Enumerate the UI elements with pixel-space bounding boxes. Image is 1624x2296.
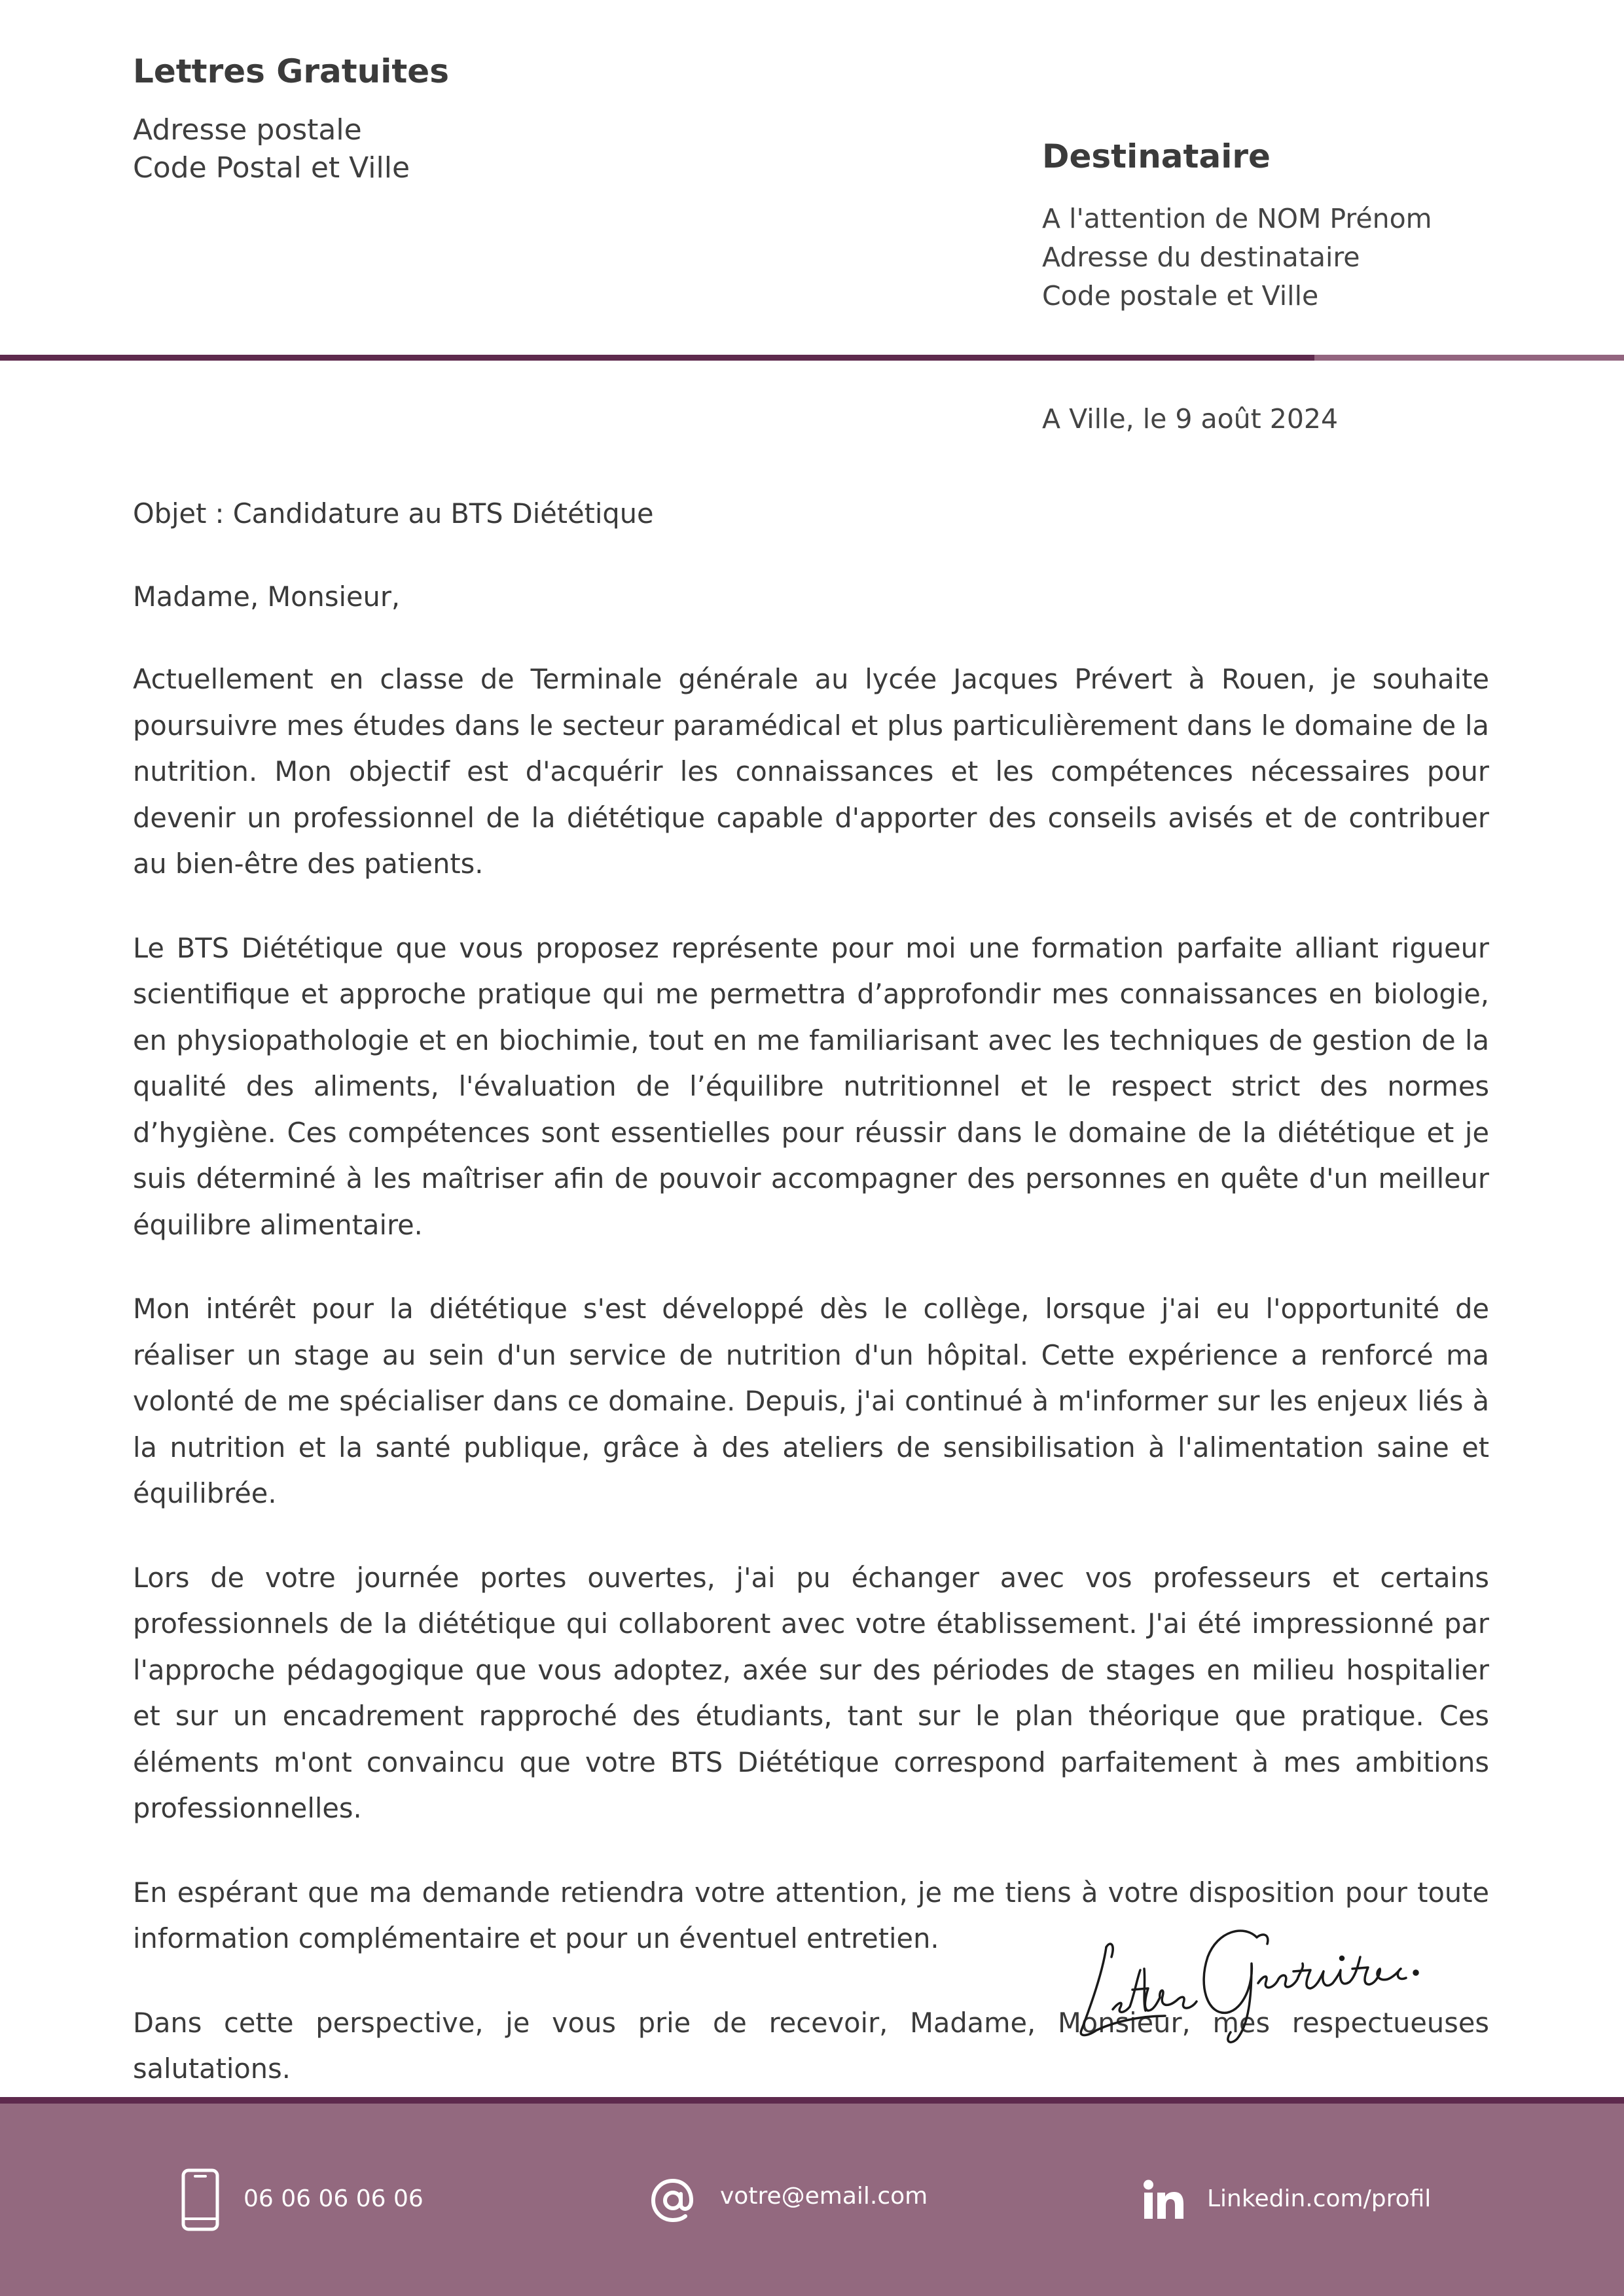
header-divider [0, 355, 1314, 361]
letter-body [133, 491, 1489, 2130]
letter-date: A Ville, le 9 août 2024 [1042, 403, 1339, 435]
letter-greeting: Madame, Monsieur, [133, 580, 401, 613]
linkedin-icon [1143, 2179, 1185, 2220]
letter-subject: Objet : Candidature au BTS Diététique [133, 497, 654, 529]
recipient-city: Code postale et Ville [1042, 280, 1319, 312]
sender-address-block [133, 111, 410, 187]
footer [0, 2104, 1624, 2296]
recipient-title: Destinataire [1042, 137, 1271, 175]
letter-paragraph: Lors de votre journée portes ouvertes, j'ai pu échanger avec vos professeurs et certains professionnels de la diététique qui collaborent avec votre établissement. J'ai été impressionné par l'approche pédagogique que vous adoptez, axée sur des périodes de stages en milieu hospitalier et sur un encadrement rapproché des étudiants, tant sur le plan théorique que pratique. Ces éléments m'ont convaincu que votre BTS Diététique correspond parfaitement à mes ambitions professionnelles. [133, 1561, 1489, 1824]
signature [1067, 1885, 1447, 2055]
recipient-address-block [1042, 200, 1432, 315]
footer-email[interactable]: votre@email.com [720, 2183, 928, 2210]
letter-paragraph: Mon intérêt pour la diététique s'est développé dès le collège, lorsque j'ai eu l'opportunité de réaliser un stage au sein d'un service de nutrition d'un hôpital. Cette expérience a renforcé ma volonté de me spécialiser dans ce domaine. Depuis, j'ai continué à m'informer sur les enjeux liés à la nutrition et la santé publique, grâce à des ateliers de sensibilisation à l'alimentation saine et équilibrée. [133, 1293, 1489, 1509]
sender-city: Code Postal et Ville [133, 151, 410, 185]
recipient-attention: A l'attention de NOM Prénom [1042, 203, 1432, 234]
sender-address: Adresse postale [133, 113, 362, 147]
at-icon [649, 2177, 696, 2224]
letter-paragraph: En espérant que ma demande retiendra votre attention, je me tiens à votre disposition pour toute information complémentaire et pour un éventuel entretien. [133, 1876, 1489, 1954]
footer-linkedin[interactable]: Linkedin.com/profil [1207, 2185, 1432, 2212]
letter-paragraph: Le BTS Diététique que vous proposez représente pour moi une formation parfaite alliant rigueur scientifique et approche pratique qui me permettra d’approfondir mes connaissances en biologie, en physiopathologie et en biochimie, tout en me familiarisant avec les techniques de gestion de la qualité des aliments, l'évaluation de l’équilibre nutritionnel et le respect strict des normes d’hygiène. Ces compétences sont essentielles pour réussir dans le domaine de la diététique et je suis déterminé à les maîtriser afin de pouvoir accompagner des personnes en quête d'un meilleur équilibre alimentaire. [133, 931, 1489, 1241]
recipient-address: Adresse du destinataire [1042, 242, 1360, 273]
footer-divider [0, 2097, 1624, 2104]
letter-paragraph: Actuellement en classe de Terminale générale au lycée Jacques Prévert à Rouen, je souhaite poursuivre mes études dans le secteur paramédical et plus particulièrement dans le domaine de la nutrition. Mon objectif est d'acquérir les connaissances et les compétences nécessaires pour devenir un professionnel de la diététique capable d'apporter des conseils avisés et de contribuer au bien-être des patients. [133, 663, 1489, 880]
sender-name: Lettres Gratuites [133, 52, 449, 90]
letter-closing: Dans cette perspective, je vous prie de recevoir, Madame, Monsieur, mes respectueuses salutations. [133, 2006, 1489, 2085]
phone-icon [181, 2168, 220, 2232]
footer-phone[interactable]: 06 06 06 06 06 [244, 2185, 424, 2212]
header-divider-accent [1314, 355, 1624, 361]
